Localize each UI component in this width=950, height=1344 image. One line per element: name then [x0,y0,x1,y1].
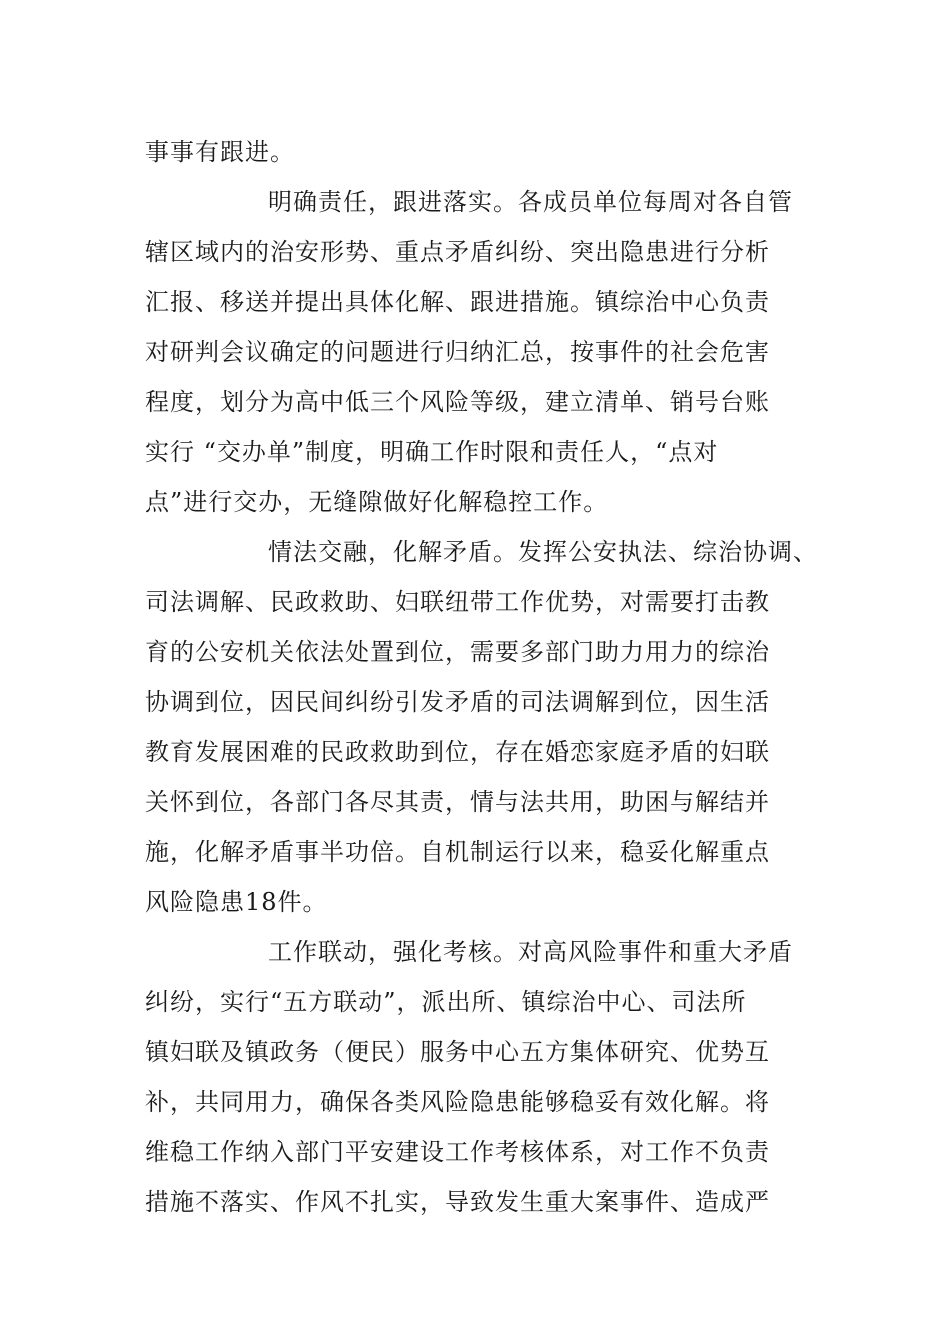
text-line: 司法调解、民政救助、妇联纽带工作优势，对需要打击教 [145,588,770,616]
text-line: 镇妇联及镇政务（便民）服务中心五方集体研究、优势互 [145,1038,770,1066]
text-line: 实行 “交办单”制度，明确工作时限和责任人，“点对 [145,438,719,466]
text-line: 维稳工作纳入部门平安建设工作考核体系，对工作不负责 [145,1138,770,1166]
text-line: 事事有跟进。 [145,138,295,166]
text-line: 风险隐患18件。 [145,888,328,916]
text-line: 关怀到位，各部门各尽其责，情与法共用，助困与解结并 [145,788,770,816]
text-line: 措施不落实、作风不扎实，导致发生重大案事件、造成严 [145,1188,770,1216]
paragraph-heading-line: 工作联动，强化考核。对高风险事件和重大矛盾 [268,938,793,966]
paragraph-heading-line: 情法交融，化解矛盾。发挥公安执法、综治协调、 [268,538,818,566]
text-line: 对研判会议确定的问题进行归纳汇总，按事件的社会危害 [145,338,770,366]
text-line: 点”进行交办，无缝隙做好化解稳控工作。 [145,488,609,516]
text-line: 补，共同用力，确保各类风险隐患能够稳妥有效化解。将 [145,1088,770,1116]
text-line: 程度，划分为高中低三个风险等级，建立清单、销号台账 [145,388,770,416]
text-line: 纠纷，实行“五方联动”，派出所、镇综治中心、司法所 [145,988,747,1016]
text-line: 育的公安机关依法处置到位，需要多部门助力用力的综治 [145,638,770,666]
text-line: 汇报、移送并提出具体化解、跟进措施。镇综治中心负责 [145,288,770,316]
paragraph-heading-line: 明确责任，跟进落实。各成员单位每周对各自管 [268,188,793,216]
text-line: 教育发展困难的民政救助到位，存在婚恋家庭矛盾的妇联 [145,738,770,766]
text-line: 施，化解矛盾事半功倍。自机制运行以来，稳妥化解重点 [145,838,770,866]
text-line: 辖区域内的治安形势、重点矛盾纠纷、突出隐患进行分析 [145,238,770,266]
text-line: 协调到位，因民间纠纷引发矛盾的司法调解到位，因生活 [145,688,770,716]
